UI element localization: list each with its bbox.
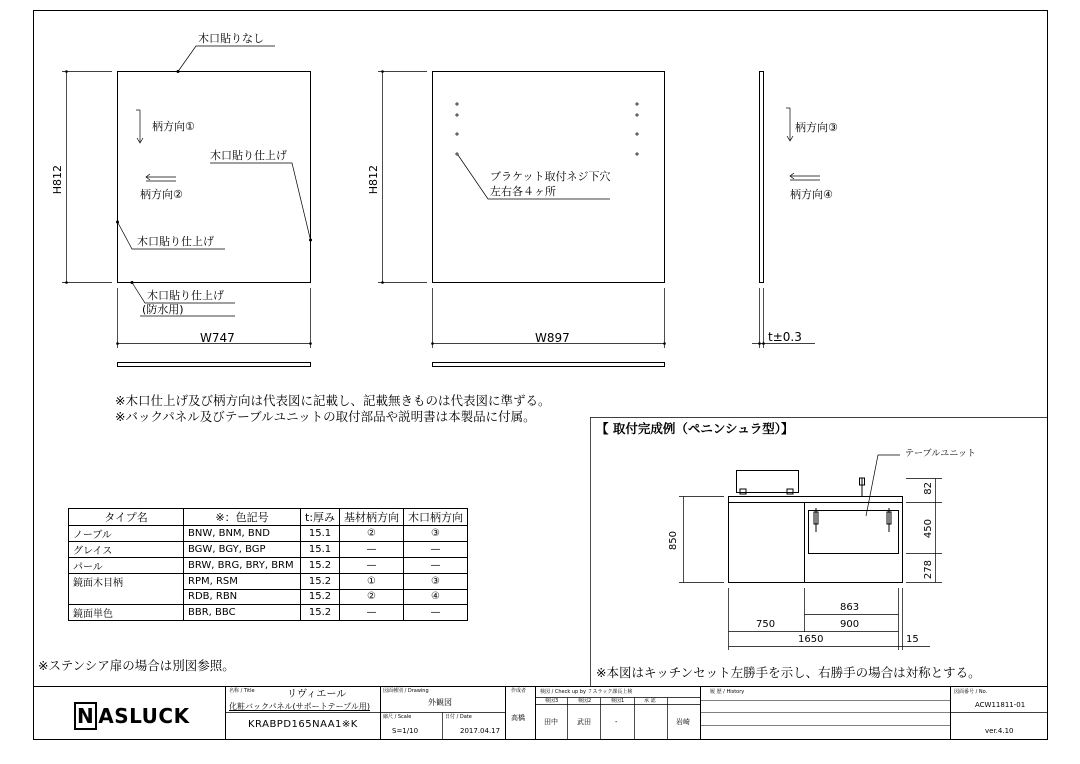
spec-cell: BGW, BGY, BGP [184,542,301,558]
dim-900: 900 [840,619,860,630]
spec-cell: 鏡面単色 [69,604,184,620]
label-bracket-line2: 左右各４ヶ所 [490,185,556,198]
dim-750: 750 [756,619,776,630]
tb-check-v2: 武田 [577,718,591,726]
spec-cell: — [404,604,468,620]
spec-header-edge-grain: 木口柄方向 [404,509,468,526]
label-table-unit: テーブルユニット [905,449,976,459]
label-grain1: 柄方向① [152,120,195,133]
spec-cell: 15.1 [301,542,340,558]
spec-cell: BNW, BNM, BND [184,526,301,542]
tb-check-v4: 岩崎 [676,718,690,726]
logo-n: N [74,702,97,730]
label-edge-finish-bottom: 木口貼り仕上げ [147,289,224,302]
note-stencil: ※ステンシア扉の場合は別図参照。 [38,658,235,673]
tb-date: 2017.04.17 [460,727,501,735]
tb-check-h2: 検図2 [578,698,592,704]
spec-cell: ③ [404,526,468,542]
panel-w747-edge [118,363,311,367]
tb-drawing: 外観図 [428,698,452,707]
spec-cell: ③ [404,574,468,590]
table-row [69,589,468,604]
logo-rest: ASLUCK [98,704,190,728]
tb-date-label: 日付 / Date [445,714,472,720]
tb-check-v1: 田中 [544,718,558,726]
dim-450: 450 [923,519,934,539]
dim-850: 850 [668,531,679,551]
spec-table [68,508,468,621]
spec-header-thickness: t:厚み [301,509,340,526]
spec-header-type: タイプ名 [69,509,184,526]
spec-cell: — [404,542,468,558]
dim-863: 863 [840,602,860,613]
tb-scale: S=1/10 [392,727,419,735]
table-row [69,542,468,558]
label-waterproof: (防水用) [142,303,184,316]
tb-title-label: 名称 / Title [229,688,255,694]
nasluck-logo [74,704,190,728]
spec-table-header [69,509,468,526]
tb-no: ACW11811-01 [975,701,1026,709]
dim-82: 82 [923,482,934,495]
table-row [69,526,468,542]
spec-cell: BBR, BBC [184,604,301,620]
dim-thickness: t±0.3 [768,330,802,344]
spec-cell: RDB, RBN [184,589,301,604]
spec-cell: — [340,558,404,574]
label-bracket-line1: ブラケット取付ネジ下穴 [490,170,611,183]
tb-check-h4: 承 認 [644,698,656,704]
spec-cell: — [404,558,468,574]
label-no-edge: 木口貼りなし [198,32,264,45]
label-edge-finish-right: 木口貼り仕上げ [210,149,287,162]
tb-history-label: 履 歴 / History [710,689,745,695]
note-representative: ※木口仕上げ及び柄方向は代表図に記載し、記載無きものは代表図に準ずる。 [115,393,551,408]
tb-product: リヴィエール [287,689,347,700]
tb-check-label: 検図 / Check up by ７スラック課長上検 [540,689,633,695]
dim-278: 278 [923,560,934,580]
spec-header-base-grain: 基材柄方向 [340,509,404,526]
spec-cell: — [340,542,404,558]
spec-cell: ④ [404,589,468,604]
spec-cell: 15.2 [301,604,340,620]
tb-creator-label: 作成者 [511,688,527,694]
table-row [69,604,468,620]
spec-cell: ノーブル [69,526,184,542]
dim-h812-panel1: H812 [51,165,64,195]
label-grain2: 柄方向② [140,188,183,201]
spec-cell: グレイス [69,542,184,558]
tb-no-label: 図面番号 / No. [954,689,988,695]
tb-scale-label: 縮尺 / Scale [383,714,412,720]
tb-creator: 高橋 [511,714,525,722]
label-grain4: 柄方向④ [790,188,833,201]
spec-cell [69,589,184,604]
table-row [69,574,468,590]
spec-cell: 15.2 [301,558,340,574]
tb-check-h3: 検図1 [611,698,625,704]
tb-ver: ver.4.10 [985,727,1014,735]
tb-desc: 化粧バックパネル(サポートテープル用) [229,702,371,711]
panel-side [760,72,764,283]
dim-w747: W747 [200,331,235,345]
table-row [69,558,468,574]
spec-cell: 鏡面木目柄 [69,574,184,590]
spec-cell: BRW, BRG, BRY, BRM [184,558,301,574]
spec-cell: 15.2 [301,574,340,590]
dim-h812-panel2: H812 [367,165,380,195]
spec-cell: 15.2 [301,589,340,604]
spec-cell: パール [69,558,184,574]
spec-cell: ① [340,574,404,590]
spec-cell: ② [340,589,404,604]
note-accessories: ※バックパネル及びテーブルユニットの取付部品や説明書は本製品に付属。 [115,409,536,424]
tb-model: KRABPD165NAA1※K [248,719,358,730]
dim-15: 15 [906,634,919,645]
spec-header-color: ※：色記号 [184,509,301,526]
example-title: 【 取付完成例（ペニンシュラ型）】 [596,421,794,436]
spec-cell: RPM, RSM [184,574,301,590]
tb-drawing-label: 図面種別 / Drawing [383,688,429,694]
tb-check-h1: 検図3 [545,698,559,704]
label-edge-finish-left: 木口貼り仕上げ [137,235,214,248]
label-grain3: 柄方向③ [795,121,838,134]
spec-cell: ② [340,526,404,542]
note-mirror: ※本図はキッチンセット左勝手を示し、右勝手の場合は対称とする。 [596,665,981,680]
spec-cell: 15.1 [301,526,340,542]
spec-cell: — [340,604,404,620]
panel-w897-edge [433,363,665,367]
tb-check-v3: - [615,718,618,726]
dim-w897: W897 [535,331,570,345]
dim-1650: 1650 [798,634,824,645]
